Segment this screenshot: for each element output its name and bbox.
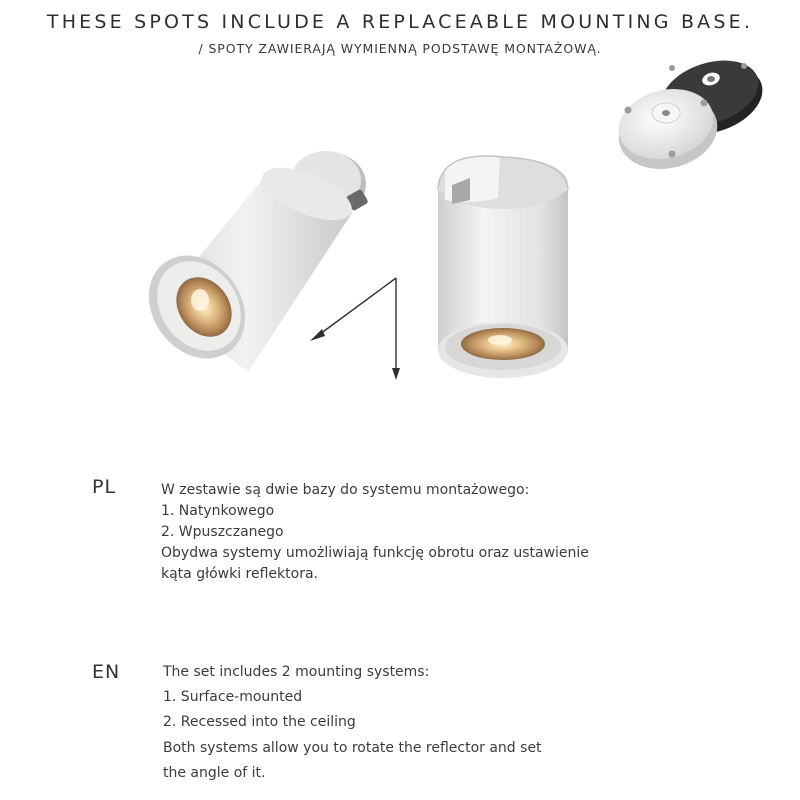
pl-line-5: kąta główki reflektora.: [161, 566, 318, 582]
en-line-4: Both systems allow you to rotate the reflector and set: [163, 740, 542, 756]
lang-label-pl: PL: [92, 476, 117, 498]
spotlight-tilted: [129, 151, 369, 377]
pl-line-4: Obydwa systemy umożliwiają funkcję obrotu oraz ustawienie: [161, 545, 589, 561]
rotation-arrows: [310, 278, 400, 380]
en-line-1: The set includes 2 mounting systems:: [163, 664, 430, 680]
pl-line-2: 1. Natynkowego: [161, 503, 275, 519]
page-subtitle: / SPOTY ZAWIERAJĄ WYMIENNĄ PODSTAWĘ MONTAŻOWĄ.: [198, 41, 602, 56]
pl-line-3: 2. Wpuszczanego: [161, 524, 284, 540]
en-line-2: 1. Surface-mounted: [163, 689, 303, 705]
en-line-3: 2. Recessed into the ceiling: [163, 714, 356, 730]
en-line-5: the angle of it.: [163, 765, 266, 781]
pl-line-1: W zestawie są dwie bazy do systemu montażowego:: [161, 482, 530, 498]
spotlight-vertical: [438, 156, 568, 378]
lang-label-en: EN: [92, 661, 121, 683]
page-title: THESE SPOTS INCLUDE A REPLACEABLE MOUNTING BASE.: [46, 11, 754, 33]
